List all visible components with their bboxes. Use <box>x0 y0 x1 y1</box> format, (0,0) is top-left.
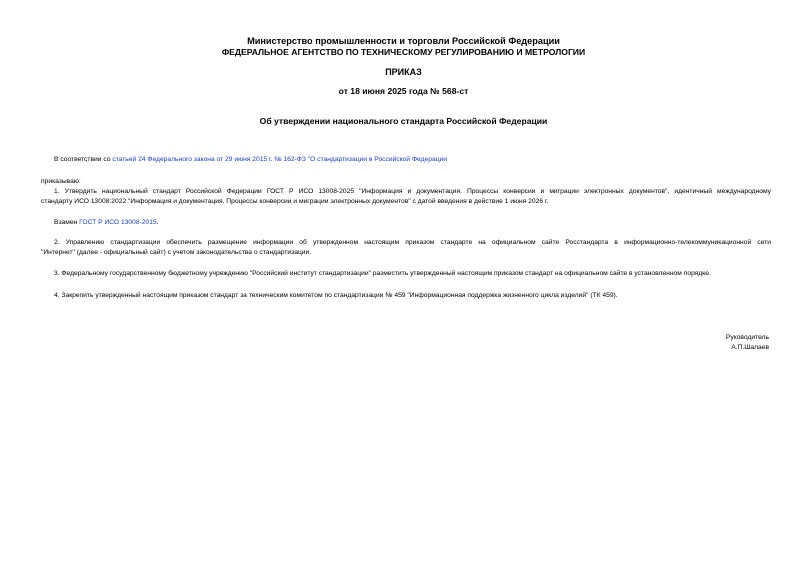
replace-suffix: . <box>156 219 159 226</box>
replaced-standard-link[interactable]: ГОСТ Р ИСО 13008-2015 <box>79 219 157 226</box>
item3-paragraph: 3. Федеральному государственному бюджетному учреждению "Российский институт стандартизации" разместить утвержденный настоящим приказом стандарт на официальном сайте в установленном порядке. <box>54 270 711 277</box>
law-link[interactable]: статьей 24 Федерального закона от 29 июня 2015 г. № 162-ФЗ "О стандартизации в Российской Федерации <box>112 156 447 163</box>
item1-line1: 1. Утвердить национальный стандарт Российской Федерации ГОСТ Р ИСО 13008-2025 "Информация и документация. Процессы конверсии и миграции электронных документов", идентичный международному <box>54 188 771 195</box>
item2-line1: 2. Управлению стандартизации обеспечить размещение информации об утвержденном настоящим приказом стандарте на официальном сайте Росстандарта в информационно-телекоммуникационной сети <box>54 239 771 246</box>
doc-type-heading: ПРИКАЗ <box>385 67 422 77</box>
replace-paragraph <box>54 218 159 228</box>
preamble-paragraph <box>54 155 447 165</box>
date-number-heading: от 18 июня 2025 года № 568-ст <box>338 86 469 96</box>
signature-title: Руководитель <box>725 334 769 341</box>
item1-paragraph <box>41 187 771 207</box>
replace-prefix: Взамен <box>54 219 80 226</box>
item2-paragraph <box>41 238 771 258</box>
item4-paragraph: 4. Закрепить утвержденный настоящим приказом стандарт за техническим комитетом по стандартизации № 459 "Информационная поддержка жизненного цикла изделий" (ТК 459). <box>54 292 618 299</box>
signature-name: А.П.Шалаев <box>731 344 769 351</box>
ministry-heading: Министерство промышленности и торговли Российской Федерации <box>247 36 560 46</box>
order-word: приказываю: <box>41 178 81 185</box>
item2-line2: "Интернет" (далее - официальный сайт) с учетом законодательства о стандартизации. <box>41 249 312 256</box>
agency-heading: ФЕДЕРАЛЬНОЕ АГЕНТСТВО ПО ТЕХНИЧЕСКОМУ РЕГУЛИРОВАНИЮ И МЕТРОЛОГИИ <box>221 47 586 57</box>
preamble-prefix: В соответствии со <box>54 156 113 163</box>
subject-heading: Об утверждении национального стандарта Российской Федерации <box>259 116 548 126</box>
item1-line2: стандарту ИСО 13008:2022 "Информация и документация. Процессы конверсии и миграции электронных документов" с датой введения в действие 1 июня 2026 г. <box>41 198 549 205</box>
